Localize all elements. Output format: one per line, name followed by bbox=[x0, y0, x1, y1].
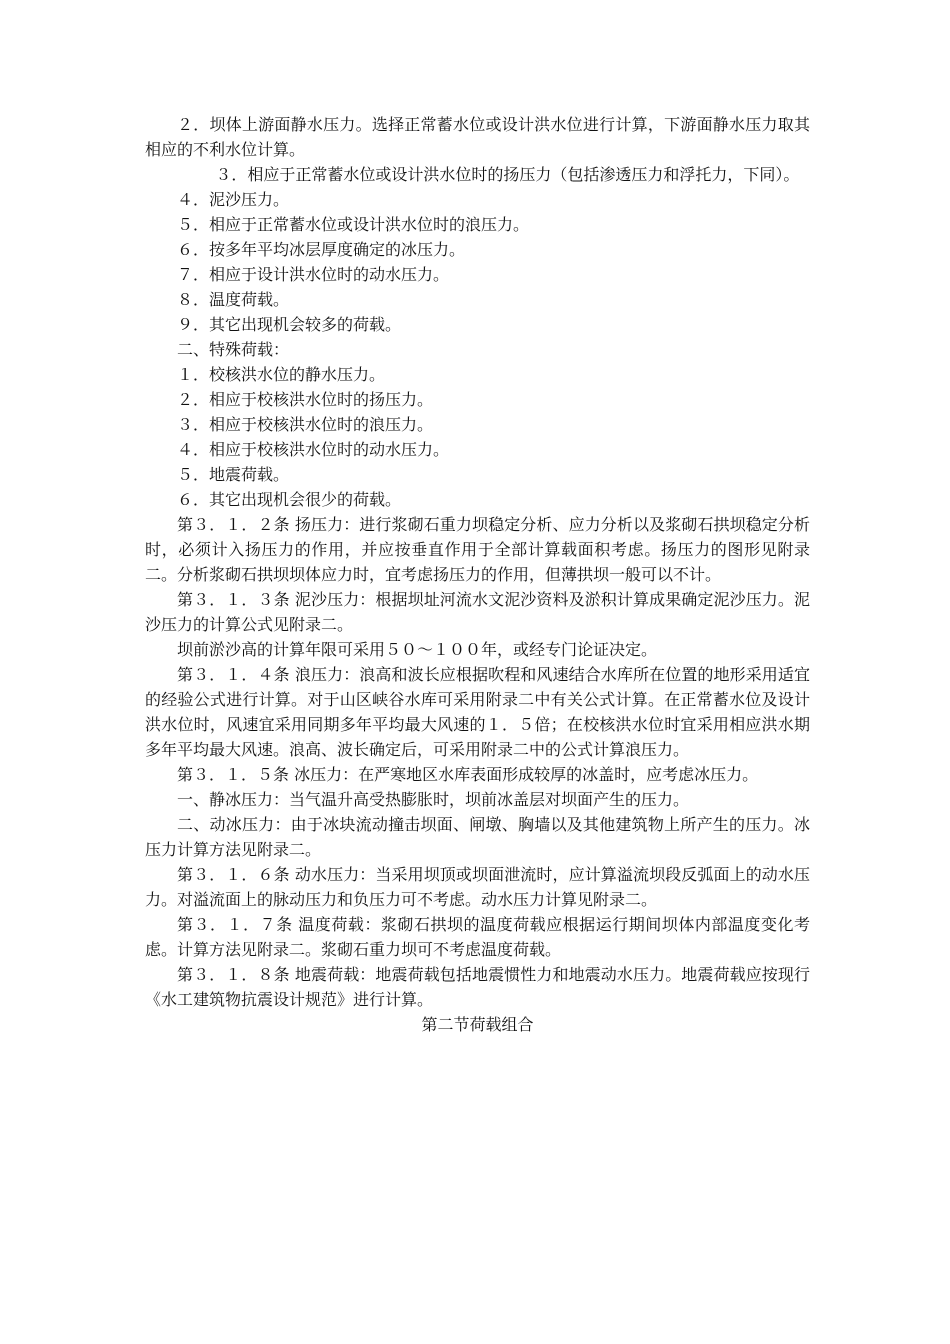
paragraph-load-item-5: ５．相应于正常蓄水位或设计洪水位时的浪压力。 bbox=[177, 215, 530, 234]
paragraph-special-item-5: ５．地震荷载。 bbox=[177, 465, 290, 484]
special-loads-heading: 二、特殊荷载： bbox=[177, 340, 290, 359]
paragraph-special-item-3: ３．相应于校核洪水位时的浪压力。 bbox=[177, 415, 434, 434]
paragraph-load-item-4: ４．泥沙压力。 bbox=[177, 190, 290, 209]
article-3-1-6-hydrodynamic: 第３．１．６条 动水压力：当采用坝顶或坝面泄流时，应计算溢流坝段反弧面上的动水压力。对溢流面上的脉动压力和负压力可不考虑。动水压力计算见附录二。 bbox=[145, 865, 810, 909]
article-3-1-7-temperature: 第３．１．７条 温度荷载：浆砌石拱坝的温度荷载应根据运行期间坝体内部温度变化考虑。计算方法见附录二。浆砌石重力坝可不考虑温度荷载。 bbox=[145, 915, 810, 959]
paragraph-dynamic-ice: 二、动冰压力：由于冰块流动撞击坝面、闸墩、胸墙以及其他建筑物上所产生的压力。冰压力计算方法见附录二。 bbox=[145, 815, 810, 859]
article-3-1-8-seismic: 第３．１．８条 地震荷载：地震荷载包括地震惯性力和地震动水压力。地震荷载应按现行《水工建筑物抗震设计规范》进行计算。 bbox=[145, 965, 810, 1009]
paragraph-load-item-7: ７．相应于设计洪水位时的动水压力。 bbox=[177, 265, 450, 284]
paragraph-load-item-9: ９．其它出现机会较多的荷载。 bbox=[177, 315, 402, 334]
paragraph-special-item-4: ４．相应于校核洪水位时的动水压力。 bbox=[177, 440, 450, 459]
paragraph-special-item-6: ６．其它出现机会很少的荷载。 bbox=[177, 490, 402, 509]
paragraph-special-item-2: ２．相应于校核洪水位时的扬压力。 bbox=[177, 390, 434, 409]
document-page bbox=[145, 112, 810, 1037]
paragraph-static-ice: 一、静冰压力：当气温升高受热膨胀时，坝前冰盖层对坝面产生的压力。 bbox=[177, 790, 690, 809]
article-3-1-3-silt: 第３．１．３条 泥沙压力：根据坝址河流水文泥沙资料及淤积计算成果确定泥沙压力。泥沙压力的计算公式见附录二。 bbox=[145, 590, 810, 634]
article-3-1-2-uplift: 第３．１．２条 扬压力：进行浆砌石重力坝稳定分析、应力分析以及浆砌石拱坝稳定分析时，必须计入扬压力的作用，并应按垂直作用于全部计算载面积考虑。扬压力的图形见附录二。分析浆砌石拱坝坝体应力时，宜考虑扬压力的作用，但薄拱坝一般可以不计。 bbox=[145, 515, 810, 584]
paragraph-load-item-8: ８．温度荷载。 bbox=[177, 290, 290, 309]
paragraph-special-item-1: １．校核洪水位的静水压力。 bbox=[177, 365, 386, 384]
article-3-1-5-ice: 第３．１．５条 冰压力：在严寒地区水库表面形成较厚的冰盖时，应考虑冰压力。 bbox=[177, 765, 759, 784]
paragraph-load-item-6: ６．按多年平均冰层厚度确定的冰压力。 bbox=[177, 240, 466, 259]
section-title: 第二节荷载组合 bbox=[421, 1015, 534, 1034]
paragraph-load-item-2: ２．坝体上游面静水压力。选择正常蓄水位或设计洪水位进行计算，下游面静水压力取其相应的不利水位计算。 bbox=[145, 115, 810, 159]
article-3-1-4-wave: 第３．１．４条 浪压力：浪高和波长应根据吹程和风速结合水库所在位置的地形采用适宜的经验公式进行计算。对于山区峡谷水库可采用附录二中有关公式计算。在正常蓄水位及设计洪水位时，风速宜采用同期多年平均最大风速的１．５倍；在校核洪水位时宜采用相应洪水期多年平均最大风速。浪高、波长确定后，可采用附录二中的公式计算浪压力。 bbox=[145, 665, 810, 759]
paragraph-load-item-3: ３．相应于正常蓄水位或设计洪水位时的扬压力（包括渗透压力和浮托力，下同）。 bbox=[215, 165, 800, 184]
paragraph-silt-years: 坝前淤沙高的计算年限可采用５０～１００年，或经专门论证决定。 bbox=[177, 640, 658, 659]
